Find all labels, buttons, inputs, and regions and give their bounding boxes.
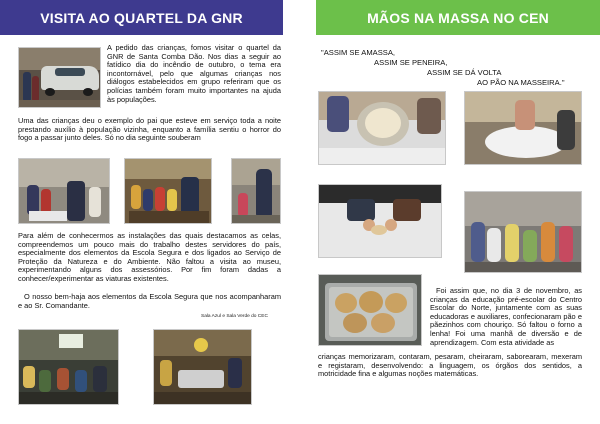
bread-quote-line-1: "ASSIM SE AMASSA, [321,48,396,57]
photo-gnr-children-group [124,158,212,224]
photo-gnr-classroom [18,329,119,405]
bread-story-paragraph-visible: Foi assim que, no dia 3 de novembro, as crianças da educação pré-escolar do Centro Escolar do Norte, juntamente com as suas educadoras e auxiliares, confecionaram pão e pãezinhos com chouriço. Só faltou o forno a lenha! Foi uma manhã de diversão e de aprendizagem. Com esta atividade as [430,287,582,347]
photo-gnr-office [18,158,110,224]
gnr-intro-paragraph: A pedido das crianças, fomos visitar o quartel da GNR de Santa Comba Dão. Nos dias a seguir ao fatídico dia do incêndio de outubro, o tema era incontornável, pelo que algumas crianças nos diálogos estabelecidos em grupo referiram que os polícias também foram muito importantes na ajuda às populações. [107,43,281,104]
gnr-signature: Sala Azul e Sala Verde do CEC [201,314,268,319]
bread-quote-line-2: ASSIM SE PENEIRA, [374,58,448,67]
photo-bread-tray [318,274,422,346]
photo-bread-bowl [318,91,446,165]
gnr-article-title: VISITA AO QUARTEL DA GNR [0,0,283,35]
photo-bread-children-group [464,191,582,273]
photo-gnr-equipment [153,329,252,405]
photo-bread-table-top [464,91,582,165]
photo-gnr-officer [231,158,281,224]
bread-quote-line-3: ASSIM SE DÁ VOLTA [427,68,502,77]
bread-quote [321,48,591,88]
bread-quote-line-4: AO PÃO NA MASSEIRA." [477,78,565,87]
photo-bread-shaping [318,184,442,258]
gnr-continue-paragraph: Uma das crianças deu o exemplo do pai que esteve em serviço toda a noite prestando auxílio à população vizinha, enquanto a família sentiu o horror do fogo a passar junto deles. Só no dia seguinte souberam [18,116,281,143]
photo-gnr-car [18,47,101,108]
bread-story-paragraph-continued: crianças memorizaram, contaram, pesaram, cheiraram, saborearam, mexeram e registaram, desenvolvendo: a linguagem, os órgãos dos sentidos, a motricidade fina e algumas noções matemáticas. [318,352,582,379]
gnr-middle-paragraph: Para além de conhecermos as instalações das quais destacamos as celas, compreendemos um pouco mais do trabalho destes servidores do país, especialmente dos elementos da Escola Segura e dos ligados ao Serviço de Proteção da Natureza e do Ambiente. Não faltou a visita ao museu, experimentando alguns dos assessórios. Por fim foram dadas a conhecer/experimentar as viaturas existentes. [18,231,281,283]
bread-article-title: MÃOS NA MASSA NO CEN [316,0,600,35]
gnr-thanks-paragraph: O nosso bem-haja aos elementos da Escola Segura que nos acompanharam e ao Sr. Comandante. [18,292,281,310]
